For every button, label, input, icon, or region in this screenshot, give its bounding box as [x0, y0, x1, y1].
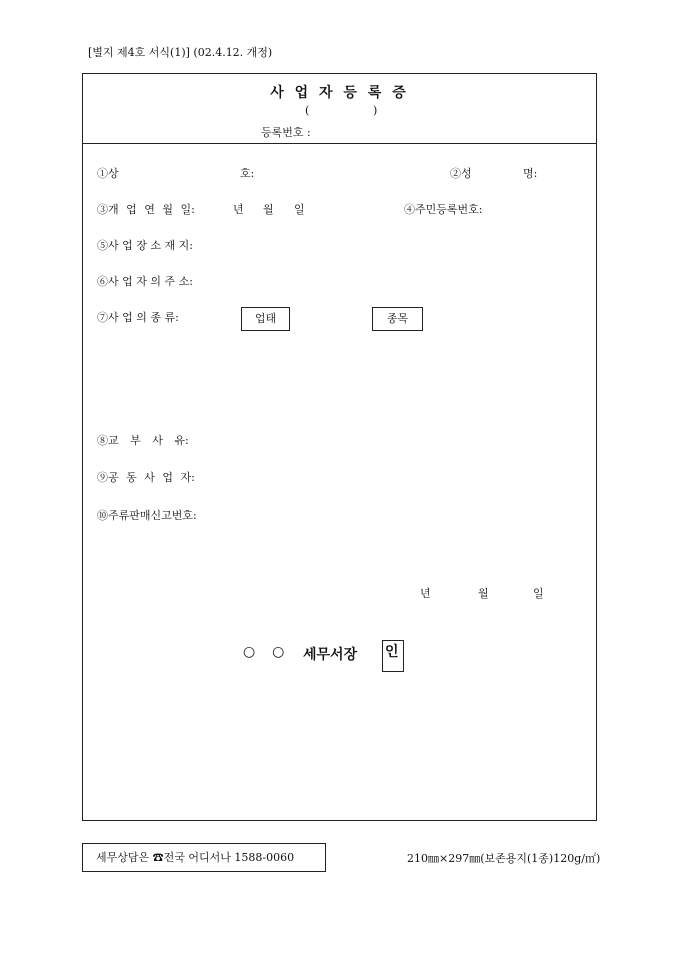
- tax-office-chief: 세무서장: [303, 647, 358, 663]
- liquor-sale-number-label: ⑩주류판매신고번호:: [97, 509, 197, 522]
- open-date-label: ③개 업 연 월 일:: [97, 203, 195, 216]
- tax-helpline-box: 세무상담은 ☎전국 어디서나 1588-0060: [82, 843, 326, 872]
- paren-open: (: [305, 104, 310, 117]
- open-date-day: 일: [294, 203, 305, 216]
- joint-owner-label: ⑨공 동 사 업 자:: [97, 471, 195, 484]
- business-location-label: ⑤사 업 장 소 재 지:: [97, 239, 193, 252]
- certificate-title: 사 업 자 등 록 증: [270, 85, 409, 101]
- issue-reason-label: ⑧교 부 사 유:: [97, 434, 189, 447]
- certificate-frame: [82, 73, 597, 821]
- issue-date-day: 일: [533, 587, 544, 600]
- business-category-box: 업태: [241, 307, 290, 331]
- paper-spec: 210㎜×297㎜(보존용지(1종)120g/㎡): [407, 852, 601, 865]
- open-date-month: 월: [263, 203, 274, 216]
- issuer-circles: ○ ○: [243, 644, 291, 660]
- header-divider: [83, 143, 596, 144]
- trade-name-label: ①상: [97, 167, 119, 180]
- business-item-box: 종목: [372, 307, 423, 331]
- rep-name-label-suffix: 명:: [523, 167, 538, 180]
- owner-address-label: ⑥사 업 자 의 주 소:: [97, 275, 193, 288]
- rep-name-label: ②성: [450, 167, 472, 180]
- issue-date-year: 년: [420, 587, 431, 600]
- business-type-label: ⑦사 업 의 종 류:: [97, 311, 179, 324]
- official-seal-box: 인: [382, 640, 404, 672]
- form-code: [별지 제4호 서식(1)] (02.4.12. 개정): [88, 46, 273, 59]
- issue-date-month: 월: [478, 587, 489, 600]
- registration-number-label: 등록번호 :: [261, 126, 311, 139]
- paren-close: ): [373, 104, 378, 117]
- open-date-year: 년: [233, 203, 244, 216]
- trade-name-label-suffix: 호:: [240, 167, 255, 180]
- resident-number-label: ④주민등록번호:: [404, 203, 483, 216]
